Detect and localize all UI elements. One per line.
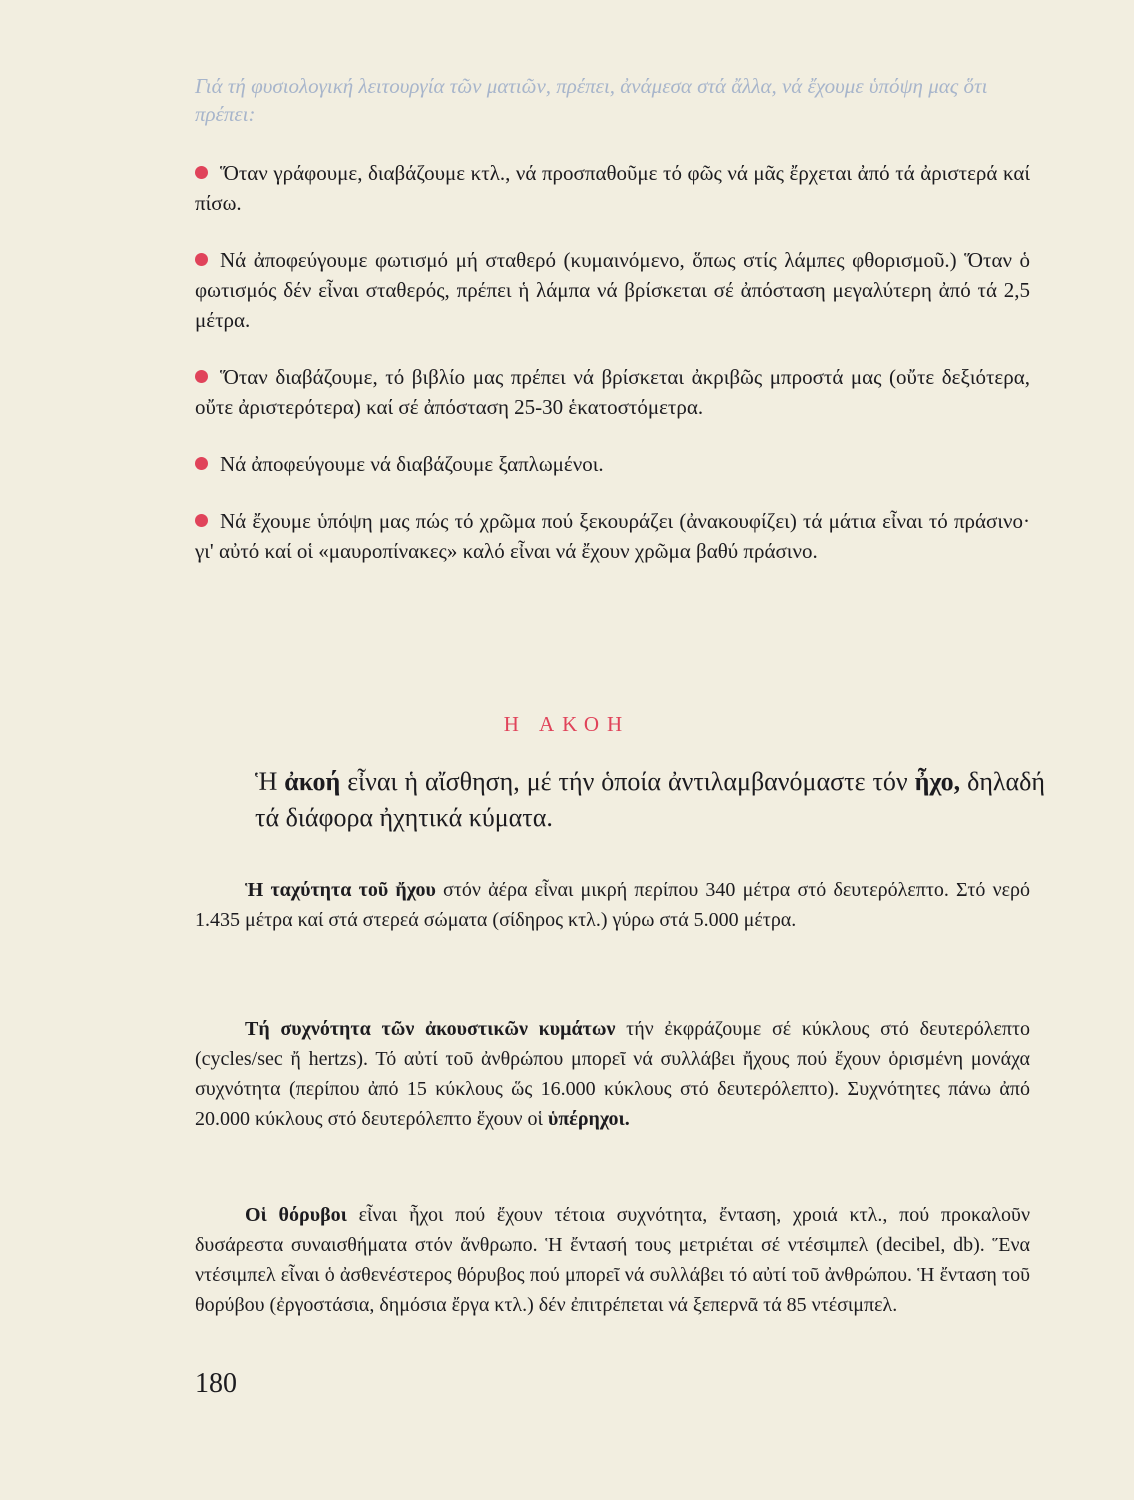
paragraph-term: Οἱ θόρυβοι [245,1204,347,1226]
red-bullet-icon [195,370,208,383]
bullet-text: Νά ἀποφεύγουμε νά διαβάζουμε ξαπλωμένοι. [220,452,604,476]
paragraph-term: Τή συχνότητα τῶν ἀκουστικῶν κυμάτων [245,1018,616,1040]
paragraph-noise [195,1200,1030,1320]
bullet-text: Ὅταν γράφουμε, διαβάζουμε κτλ., νά προσπαθοῦμε τό φῶς νά μᾶς ἔρχεται ἀπό τά ἀριστερά καί πίσω. [195,161,1030,215]
paragraph-frequency [195,1014,1030,1134]
paragraph-term: Ἡ ταχύτητα τοῦ ἤχου [245,879,436,901]
intro-text: Γιά τή φυσιολογική λειτουργία τῶν ματιῶν, πρέπει, ἀνάμεσα στά ἄλλα, νά ἔχουμε ὑπόψη μας ὅτι πρέπει: [195,74,988,126]
paragraph-text: τήν ἐκφράζουμε σέ κύκλους στό δευτερόλεπτο (cycles/sec ἤ hertzs). Τό αὐτί τοῦ ἀνθρώπου μπορεῖ νά συλλάβει ἤχους πού ἔχουν ὁρισμένη μονάχα συχνότητα (περίπου ἀπό 15 κύκλους ὥς 16.000 κύκλους στό δευτερόλεπτο). Συχνότητες πάνω ἀπό 20.000 κύκλους στό δευτερόλεπτο ἔχουν οἱ [195,1018,1030,1130]
bullet-text: Ὅταν διαβάζουμε, τό βιβλίο μας πρέπει νά βρίσκεται ἀκριβῶς μπροστά μας (οὔτε δεξιότερα, οὔτε ἀριστερότερα) καί σέ ἀπόσταση 25-30 ἑκατοστόμετρα. [195,365,1030,419]
lead-paragraph [255,764,1045,836]
paragraph-text: εἶναι ἦχοι πού ἔχουν τέτοια συχνότητα, ἔνταση, χροιά κτλ., πού προκαλοῦν δυσάρεστα συναισθήματα στόν ἄνθρωπο. Ἡ ἔντασή τους μετριέται σέ ντέσιμπελ (decibel, db). Ἕνα ντέσιμπελ εἶναι ὁ ἀσθενέστερος θόρυβος πού μπορεῖ νά συλλάβει τό αὐτί τοῦ ἀνθρώπου. Ἡ ἔνταση τοῦ θορύβου (ἐργοστάσια, δημόσια ἔργα κτλ.) δέν ἐπιτρέπεται νά ξεπερνᾶ τά 85 ντέσιμπελ. [195,1204,1030,1316]
red-bullet-icon [195,514,208,527]
lead-term: ἀκοή [284,767,341,796]
red-bullet-icon [195,457,208,470]
bullet-item [195,449,1030,479]
bullet-item [195,158,1030,218]
bullet-text: Νά ἀποφεύγουμε φωτισμό μή σταθερό (κυμαινόμενο, ὅπως στίς λάμπες φθορισμοῦ.) Ὅταν ὁ φωτισμός δέν εἶναι σταθερός, πρέπει ἡ λάμπα νά βρίσκεται σέ ἀπόσταση μεγαλύτερη ἀπό τά 2,5 μέτρα. [195,248,1030,332]
red-bullet-icon [195,253,208,266]
bullet-item [195,506,1030,566]
paragraph-text: στόν ἀέρα εἶναι μικρή περίπου 340 μέτρα στό δευτερόλεπτο. Στό νερό 1.435 μέτρα καί στά στερεά σώματα (σίδηρος κτλ.) γύρω στά 5.000 μέτρα. [195,879,1031,931]
paragraph-speed-of-sound [195,875,1030,935]
paragraph-term: ὑπέρηχοι. [547,1108,630,1130]
lead-text: Ἡ [255,767,285,796]
bullet-list [195,158,1030,593]
lead-text: εἶναι ἡ αἴσθηση, μέ τήν ὁποία ἀντιλαμβανόμαστε τόν [340,767,915,796]
section-title: Η ΑΚΟΗ [503,712,631,736]
bullet-item [195,362,1030,422]
bullet-text: Νά ἔχουμε ὑπόψη μας πώς τό χρῶμα πού ξεκουράζει (ἀνακουφίζει) τά μάτια εἶναι τό πράσινο· γι' αὐτό καί οἱ «μαυροπίνακες» καλό εἶναι νά ἔχουν χρῶμα βαθύ πράσινο. [195,509,1030,563]
lead-term: ἦχο, [914,767,961,796]
lead-text: δηλαδή τά διάφορα ἠχητικά κύματα. [255,767,1045,832]
page-number: 180 [195,1368,237,1399]
red-bullet-icon [195,166,208,179]
bullet-item [195,245,1030,335]
